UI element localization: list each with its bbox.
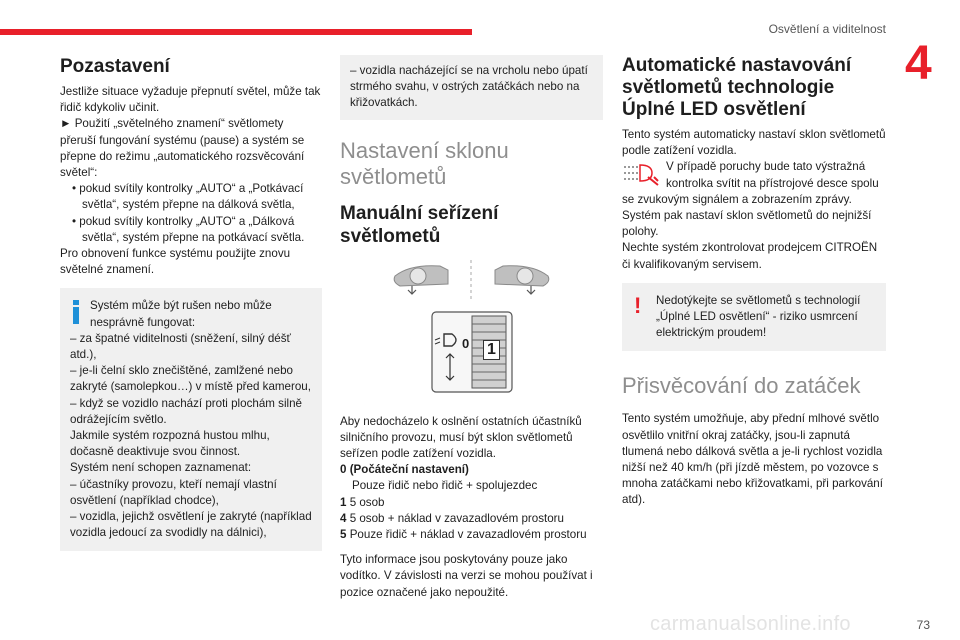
heading-automaticke-nastavovani: Automatické nastavování světlometů technologie Úplné LED osvětlení bbox=[622, 55, 852, 120]
bullet-item: • pokud svítily kontrolky „AUTO“ a „Potkávací světla“, systém přepne na dálková světla, bbox=[72, 182, 304, 212]
heading-pozastaveni: Pozastavení bbox=[60, 56, 170, 77]
position-number: 5 bbox=[340, 528, 347, 542]
paragraph: Tyto informace jsou poskytovány pouze jako vodítko. V závislosti na verzi se mohou používat i pozice označené jako nepoužité. bbox=[340, 553, 593, 599]
info-box bbox=[60, 288, 322, 551]
paragraph: Pro obnovení funkce systému použijte znovu světelné znamení. bbox=[60, 247, 291, 277]
paragraph: Tento systém umožňuje, aby přední mlhové světlo osvětlilo vnitřní okraj zatáčky, jsou-li zapnutá tlumená nebo dálková světla a je-li rychlost vozidla nižší než 40 km/h (při jízdě městem, po vozovce s mnoha zatáčkami nebo křižovatkami, při parkování atd). bbox=[622, 412, 883, 507]
position-text: Pouze řidič + náklad v zavazadlovém prostoru bbox=[349, 528, 587, 542]
info-text: Systém není schopen zaznamenat: bbox=[70, 461, 252, 475]
info-box-continued bbox=[340, 55, 603, 120]
paragraph: V případě poruchy bude tato výstražná kontrolka svítit na přístrojové desce spolu se zvukovým signálem a zobrazením zprávy. bbox=[622, 160, 879, 206]
heading-nastaveni-sklonu: Nastavení sklonu světlometů bbox=[340, 137, 509, 189]
position-text: 5 osob + náklad v zavazadlovém prostoru bbox=[349, 511, 564, 525]
header-red-bar bbox=[0, 29, 472, 35]
warning-box bbox=[622, 283, 886, 352]
paragraph: ► Použití „světelného znamení“ světlomety přeruší fungování systému (pause) a systém se přepne do režimu „automatického rozsvěcování světel“: bbox=[60, 117, 305, 180]
page-number: 73 bbox=[916, 618, 930, 632]
info-text: – vozidla nacházející se na vrcholu nebo úpatí strmého svahu, v ostrých zatáčkách nebo na křižovatkách. bbox=[350, 64, 588, 110]
heading-prisvecovani: Přisvěcování do zatáček bbox=[622, 373, 861, 399]
position-text: Pouze řidič nebo řidič + spolujezdec bbox=[352, 479, 538, 493]
bullet-item: • pokud svítily kontrolky „AUTO“ a „Dálková světla“, systém přepne na potkávací světla. bbox=[72, 214, 305, 244]
paragraph: Nechte systém zkontrolovat prodejcem CITROËN či kvalifikovaným servisem. bbox=[622, 241, 878, 271]
position-number: 1 bbox=[340, 495, 347, 509]
info-text: – vozidla, jejichž osvětlení je zakryté (například vozidla jedoucí za svodidly na dálnici), bbox=[70, 510, 312, 540]
column-right bbox=[622, 55, 886, 509]
info-text: – za špatné viditelnosti (sněžení, silný déšť atd.), bbox=[70, 331, 291, 362]
info-text: – když se vozidlo nachází proti plochám silně odrážejícím světlo. bbox=[70, 396, 302, 426]
figure-label-1: 1 bbox=[483, 340, 500, 360]
headlamp-fault-icon bbox=[622, 159, 662, 187]
warning-text: Nedotýkejte se světlometů s technologií „Úplné LED osvětlení“ - riziko usmrcení elektrickým proudem! bbox=[656, 293, 861, 340]
watermark: carmanualsonline.info bbox=[650, 613, 851, 635]
position-title: (Počáteční nastavení) bbox=[349, 463, 469, 477]
headlamp-adjust-figure bbox=[340, 254, 603, 404]
info-text: – je-li čelní sklo znečištěné, zamlžené nebo zakryté (samolepkou…) v místě před kamerou, bbox=[70, 364, 311, 394]
warning-icon: ! bbox=[634, 292, 642, 318]
position-text: 5 osob bbox=[349, 495, 385, 509]
column-left bbox=[60, 55, 322, 551]
section-title: Osvětlení a viditelnost bbox=[768, 22, 886, 36]
heading-manualni-serizeni: Manuální seřízení světlometů bbox=[340, 202, 499, 247]
paragraph: Jestliže situace vyžaduje přepnutí světel, může tak řidič kdykoliv učinit. bbox=[60, 85, 321, 115]
info-text: Systém může být rušen nebo může nesprávně fungovat: bbox=[90, 299, 272, 329]
paragraph: Aby nedocházelo k oslnění ostatních účastníků silničního provozu, musí být sklon světlometů seřízen podle zatížení vozidla. bbox=[340, 414, 582, 461]
headlamp-diagram-icon bbox=[340, 254, 603, 404]
paragraph: Tento systém automaticky nastaví sklon světlometů podle zatížení vozidla. bbox=[622, 128, 886, 158]
chapter-number: 4 bbox=[905, 37, 932, 90]
info-text: Jakmile systém rozpozná hustou mlhu, dočasně deaktivuje svou činnost. bbox=[70, 429, 270, 459]
figure-label-0: 0 bbox=[462, 335, 470, 351]
column-middle bbox=[340, 55, 603, 601]
info-text: – účastníky provozu, kteří nemají vlastní osvětlení (například chodce), bbox=[70, 477, 277, 507]
info-icon bbox=[70, 300, 82, 324]
paragraph: Systém pak nastaví sklon světlometů do nejnižší polohy. bbox=[622, 209, 872, 239]
position-number: 0 bbox=[340, 463, 347, 477]
position-number: 4 bbox=[340, 511, 347, 525]
